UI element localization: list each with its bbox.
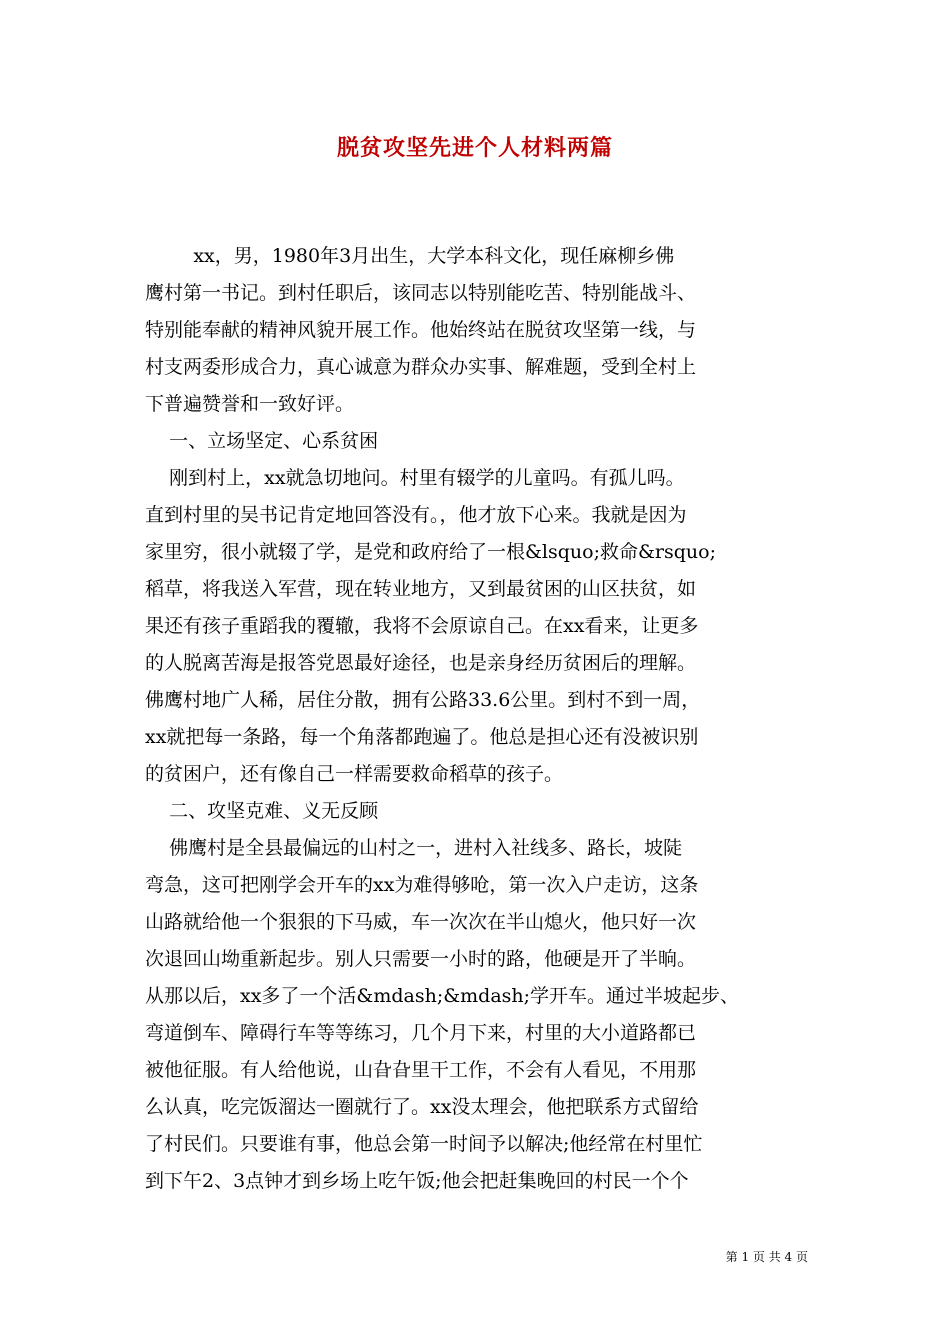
body-line: 到下午2、3点钟才到乡场上吃午饭;他会把赶集晚回的村民一个个 [145, 1170, 689, 1192]
body-line: 果还有孩子重蹈我的覆辙，我将不会原谅自己。在xx看来，让更多 [145, 615, 699, 637]
body-line: 么认真，吃完饭溜达一圈就行了。xx没太理会，他把联系方式留给 [145, 1096, 699, 1118]
body-line: 直到村里的吴书记肯定地回答没有。，他才放下心来。我就是因为 [145, 504, 687, 526]
body-line: 稻草，将我送入军营，现在转业地方，又到最贫困的山区扶贫，如 [145, 578, 697, 600]
body-line: 下普遍赞誉和一致好评。 [145, 393, 355, 415]
document-body [145, 238, 820, 1200]
body-line: 山路就给他一个狠狠的下马威，车一次次在半山熄火，他只好一次 [145, 911, 697, 933]
body-line: 鹰村第一书记。到村任职后，该同志以特别能吃苦、特别能战斗、 [145, 282, 697, 304]
section-heading: 二、攻坚克难、义无反顾 [145, 800, 379, 822]
body-line: 被他征服。有人给他说，山旮旮里干工作，不会有人看见，不用那 [145, 1059, 697, 1081]
body-line: 村支两委形成合力，真心诚意为群众办实事、解难题，受到全村上 [145, 356, 697, 378]
body-line: 次退回山坳重新起步。别人只需要一小时的路，他硬是开了半晌。 [145, 948, 697, 970]
body-line: xx，男，1980年3月出生，大学本科文化，现任麻柳乡佛 [145, 245, 675, 267]
section-heading: 一、立场坚定、心系贫困 [145, 430, 379, 452]
page-number: 第 1 页 共 4 页 [725, 1250, 808, 1264]
body-line: 刚到村上，xx就急切地问。村里有辍学的儿童吗。有孤儿吗。 [145, 467, 685, 489]
body-line: 弯道倒车、障碍行车等等练习，几个月下来，村里的大小道路都已 [145, 1022, 697, 1044]
document-title: 脱贫攻坚先进个人材料两篇 [336, 135, 613, 161]
body-line: 从那以后，xx多了一个活&mdash;&mdash;学开车。通过半坡起步、 [145, 985, 740, 1007]
body-line: 家里穷，很小就辍了学，是党和政府给了一根&lsquo;救命&rsquo; [145, 541, 716, 563]
body-line: xx就把每一条路，每一个角落都跑遍了。他总是担心还有没被识别 [145, 726, 699, 748]
body-line: 了村民们。只要谁有事，他总会第一时间予以解决;他经常在村里忙 [145, 1133, 703, 1155]
body-line: 佛鹰村地广人稀，居住分散，拥有公路33.6公里。到村不到一周， [145, 689, 701, 711]
body-line: 佛鹰村是全县最偏远的山村之一，进村入社线多、路长，坡陡 [145, 837, 683, 859]
body-line: 弯急，这可把刚学会开车的xx为难得够呛，第一次入户走访，这条 [145, 874, 699, 896]
body-line: 的人脱离苦海是报答党恩最好途径，也是亲身经历贫困后的理解。 [145, 652, 697, 674]
body-line: 特别能奉献的精神风貌开展工作。他始终站在脱贫攻坚第一线，与 [145, 319, 697, 341]
body-line: 的贫困户，还有像自己一样需要救命稻草的孩子。 [145, 763, 564, 785]
